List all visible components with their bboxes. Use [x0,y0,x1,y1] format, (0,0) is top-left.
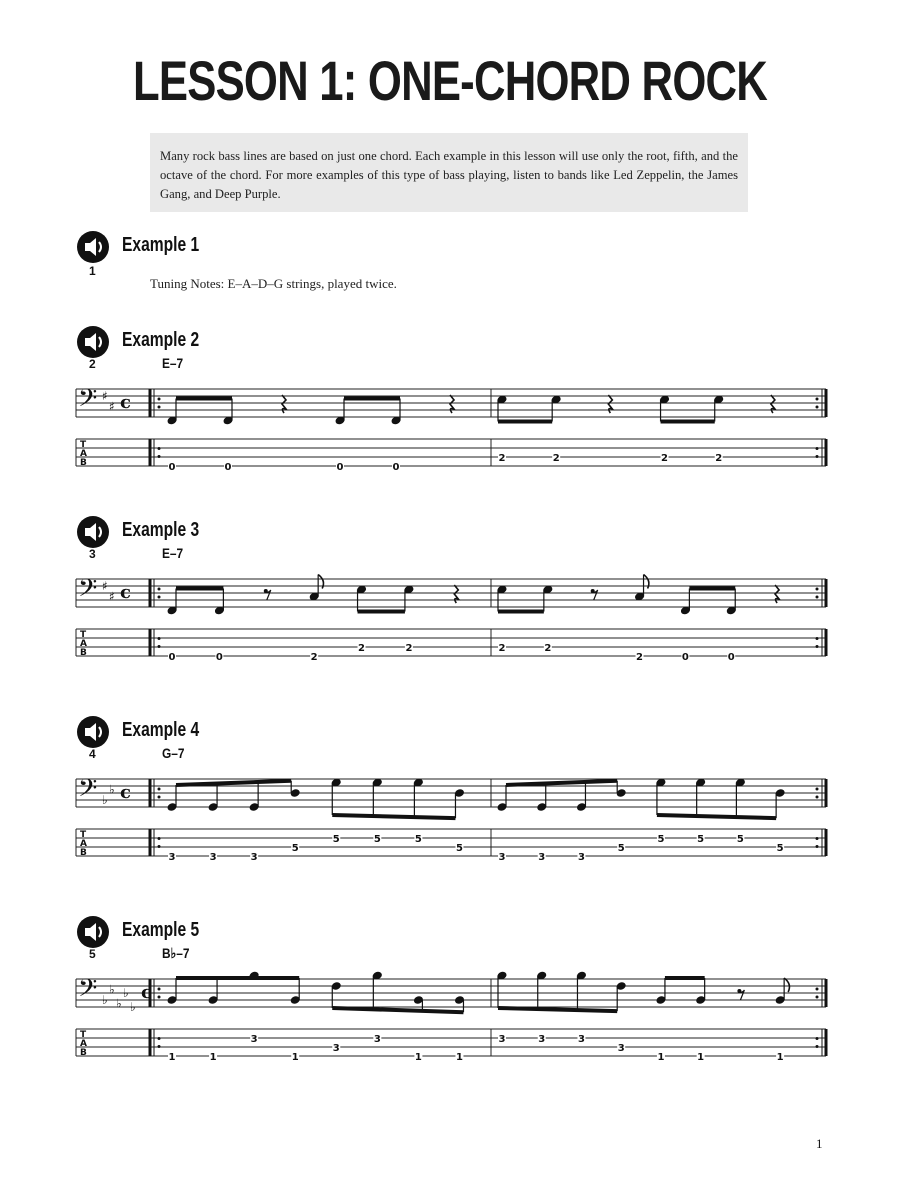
audio-speaker-icon[interactable] [76,715,110,749]
tuning-notes: Tuning Notes: E–A–D–G strings, played twice. [150,276,397,291]
chord-symbol: B♭–7 [162,945,190,961]
tab-fret-number: 3 [498,1034,506,1045]
tab-fret-number: 1 [209,1052,217,1063]
track-number: 5 [89,947,96,961]
tab-label: T [80,830,87,840]
tab-fret-number: 3 [577,852,585,863]
repeat-dot [816,406,819,409]
intro-box: Many rock bass lines are based on just one chord. Each example in this lesson will use only the root, fifth, and the octave of the chord. For more examples of this type of bass playing, listen to bands like Led Zeppelin, the James Gang, and Deep Purple. [150,133,748,212]
tab-fret-number: 5 [736,834,744,845]
track-number: 1 [89,264,96,278]
repeat-dot [816,845,819,848]
repeat-dot [816,596,819,599]
tab-fret-number: 2 [636,652,644,663]
repeat-dot [816,1045,819,1048]
tab-fret-number: 2 [498,643,506,654]
example-title: Example 4 [122,719,200,741]
tab-fret-number: 3 [498,852,506,863]
tab-fret-number: 5 [657,834,665,845]
note-beam [176,781,291,785]
repeat-dot [158,596,161,599]
flat-icon: ♭ [109,782,115,797]
example-header [76,515,276,549]
note-beam [498,1008,617,1011]
common-time-icon: c [141,982,152,1003]
music-system [0,765,900,885]
tab-fret-number: 1 [455,1052,463,1063]
tab-fret-number: 1 [414,1052,422,1063]
tab-label: T [80,1030,87,1040]
tab-fret-number: 0 [336,462,344,473]
tab-label: T [80,630,87,640]
tab-fret-number: 5 [697,834,705,845]
repeat-dot [158,996,161,999]
tab-fret-number: 0 [392,462,400,473]
music-system [0,565,900,685]
note-beam [332,1008,463,1012]
note-beam [657,815,776,818]
tab-fret-number: 5 [373,834,381,845]
tab-fret-number: 2 [498,453,506,464]
audio-speaker-icon[interactable] [76,915,110,949]
bass-clef-icon: 𝄢 [78,974,98,1009]
example-title: Example 1 [122,234,200,256]
tab-fret-number: 0 [224,462,232,473]
track-number: 2 [89,357,96,371]
tab-fret-number: 3 [209,852,217,863]
example-title: Example 3 [122,519,200,541]
repeat-dot [158,637,161,640]
track-number: 4 [89,747,96,761]
page-title: LESSON 1: ONE-CHORD ROCK [132,49,768,112]
tab-fret-number: 2 [358,643,366,654]
sharp-icon: ♯ [109,589,115,604]
note-beam [332,815,455,818]
tab-label: T [80,440,87,450]
tab-fret-number: 5 [776,843,784,854]
flat-icon: ♭ [123,986,129,1000]
sharp-icon: ♯ [109,399,115,414]
chord-symbol: E–7 [162,545,184,561]
tab-label: A [80,639,87,649]
repeat-dot [816,1037,819,1040]
music-system [0,375,900,495]
repeat-dot [158,588,161,591]
tab-fret-number: 3 [577,1034,585,1045]
tab-fret-number: 5 [455,843,463,854]
repeat-dot [158,406,161,409]
tab-label: B [80,458,87,468]
tab-fret-number: 1 [291,1052,299,1063]
flat-icon: ♭ [109,982,115,997]
common-time-icon: c [120,582,131,603]
tab-fret-number: 2 [405,643,413,654]
tab-fret-number: 3 [332,1043,340,1054]
repeat-dot [816,996,819,999]
repeat-dot [816,588,819,591]
tab-fret-number: 5 [332,834,340,845]
repeat-dot [816,645,819,648]
audio-speaker-icon[interactable] [76,230,110,264]
tab-fret-number: 3 [373,1034,381,1045]
tab-label: B [80,1048,87,1058]
note-beam [506,781,617,785]
tab-fret-number: 1 [168,1052,176,1063]
tab-fret-number: 3 [538,852,546,863]
repeat-dot [816,455,819,458]
tab-fret-number: 1 [657,1052,665,1063]
tab-fret-number: 1 [697,1052,705,1063]
repeat-dot [816,796,819,799]
repeat-dot [158,447,161,450]
repeat-dot [158,645,161,648]
example-header [76,715,276,749]
tab-fret-number: 0 [168,462,176,473]
tab-fret-number: 2 [552,453,560,464]
repeat-dot [158,988,161,991]
tab-fret-number: 0 [168,652,176,663]
tab-fret-number: 3 [617,1043,625,1054]
tab-fret-number: 2 [310,652,318,663]
tab-label: A [80,449,87,459]
tab-label: B [80,648,87,658]
tab-fret-number: 5 [291,843,299,854]
repeat-dot [816,447,819,450]
tab-fret-number: 2 [544,643,552,654]
tab-fret-number: 0 [727,652,735,663]
repeat-dot [158,1045,161,1048]
bass-clef-icon: 𝄢 [78,384,98,419]
repeat-dot [816,398,819,401]
example-title: Example 2 [122,329,200,351]
flat-icon: ♭ [102,793,108,807]
example-header [76,915,276,949]
tab-fret-number: 0 [215,652,223,663]
sharp-icon: ♯ [102,579,108,593]
repeat-dot [158,788,161,791]
tab-label: A [80,839,87,849]
music-system [0,965,900,1085]
repeat-dot [158,1037,161,1040]
repeat-dot [158,796,161,799]
common-time-icon: c [120,782,131,803]
tab-fret-number: 2 [661,453,669,464]
chord-symbol: G–7 [162,745,185,761]
sharp-icon: ♯ [102,389,108,403]
audio-speaker-icon[interactable] [76,515,110,549]
tab-label: A [80,1039,87,1049]
tab-fret-number: 5 [414,834,422,845]
example-title: Example 5 [122,919,200,941]
tab-label: B [80,848,87,858]
repeat-dot [816,837,819,840]
repeat-dot [816,788,819,791]
bass-clef-icon: 𝄢 [78,774,98,809]
repeat-dot [158,845,161,848]
example-header [76,325,276,359]
flat-icon: ♭ [116,996,122,1011]
tab-fret-number: 5 [617,843,625,854]
repeat-dot [158,398,161,401]
bass-clef-icon: 𝄢 [78,574,98,609]
tab-fret-number: 3 [168,852,176,863]
tab-fret-number: 3 [538,1034,546,1045]
example-1-header [76,230,276,264]
repeat-dot [816,637,819,640]
eighth-flag [784,978,789,992]
repeat-dot [816,988,819,991]
flat-icon: ♭ [130,1000,136,1014]
tab-fret-number: 3 [250,1034,258,1045]
tab-fret-number: 3 [250,852,258,863]
track-number: 3 [89,547,96,561]
tab-fret-number: 2 [715,453,723,464]
common-time-icon: c [120,392,131,413]
tab-fret-number: 1 [776,1052,784,1063]
repeat-dot [158,837,161,840]
chord-symbol: E–7 [162,355,184,371]
page-number: 1 [816,1136,823,1151]
flat-icon: ♭ [102,993,108,1007]
repeat-dot [158,455,161,458]
tab-fret-number: 0 [681,652,689,663]
audio-speaker-icon[interactable] [76,325,110,359]
